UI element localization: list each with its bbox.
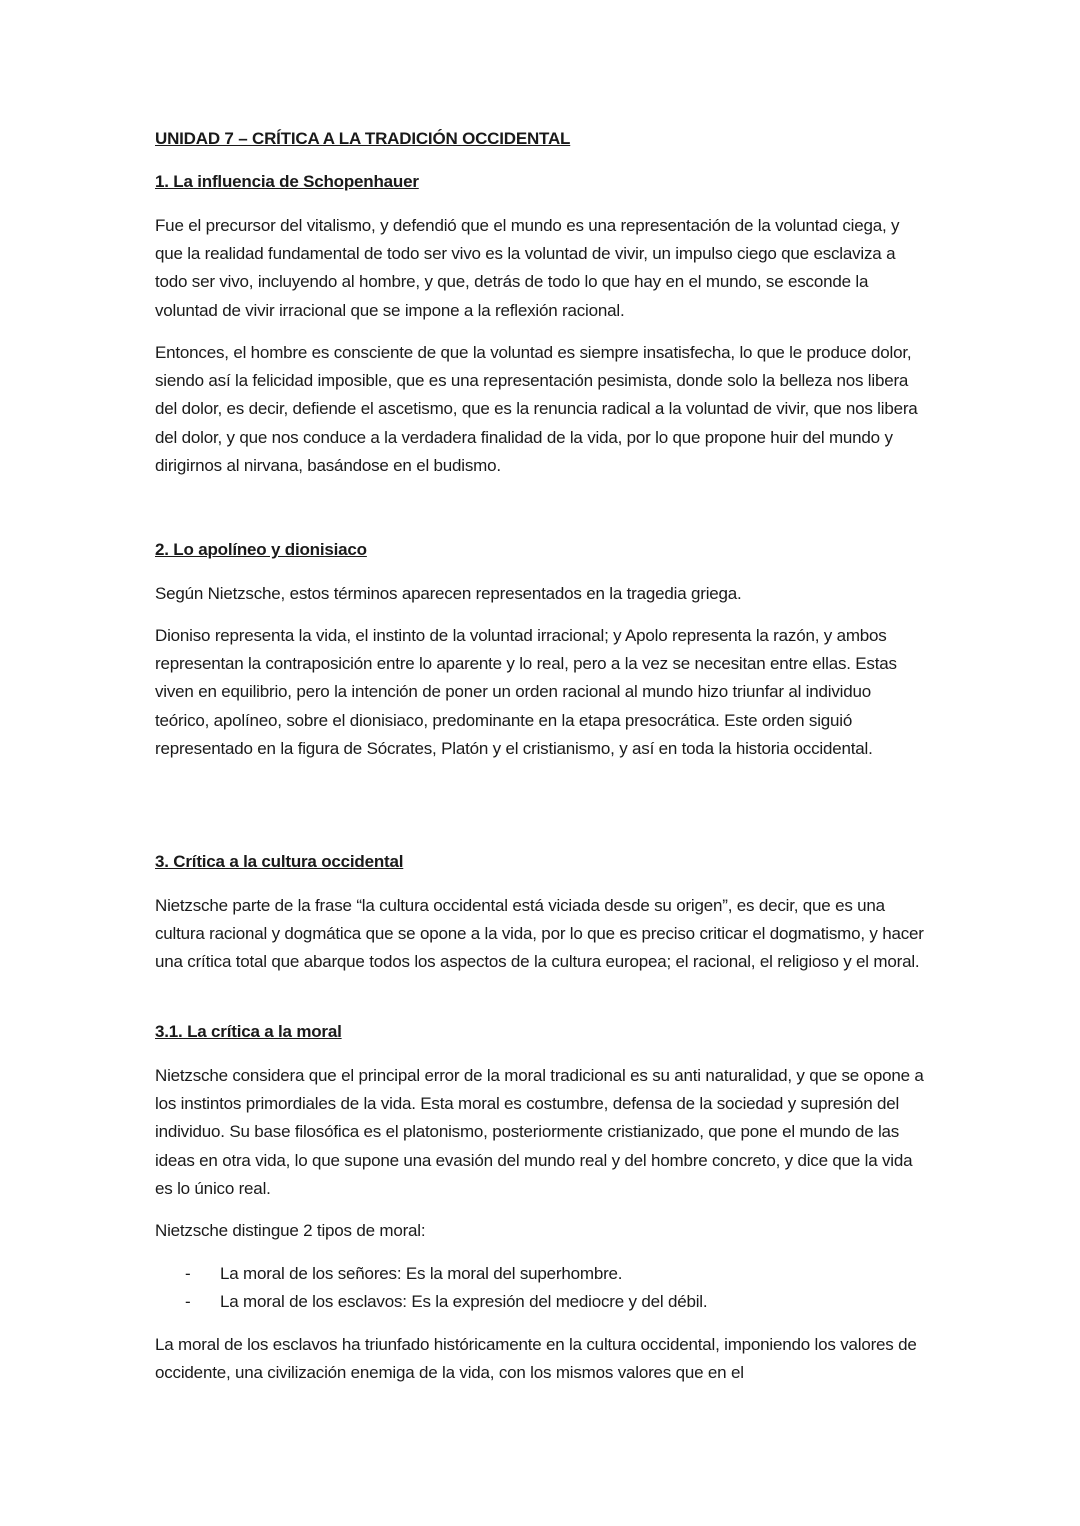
- subsection-heading-critica-moral: 3.1. La crítica a la moral: [155, 1022, 342, 1041]
- moral-types-list: [155, 1260, 925, 1316]
- paragraph: Entonces, el hombre es consciente de que la voluntad es siempre insatisfecha, lo que le produce dolor, siendo así la felicidad imposible, que es una representación pesimista, donde solo la belleza nos libera del dolor, es decir, defiende el ascetismo, que es la renuncia radical a la voluntad de vivir, que nos libera del dolor, y que nos conduce a la verdadera finalidad de la vida, por lo que propone huir del mundo y dirigirnos al nirvana, basándose en el budismo.: [155, 343, 918, 475]
- paragraph: Nietzsche considera que el principal error de la moral tradicional es su anti naturalidad, y que se opone a los instintos primordiales de la vida. Esta moral es costumbre, defensa de la sociedad y supresión del individuo. Su base filosófica es el platonismo, posteriormente cristianizado, que pone el mundo de las ideas en otra vida, lo que supone una evasión del mundo real y del hombre concreto, y dice que la vida es lo único real.: [155, 1066, 924, 1198]
- paragraph: La moral de los esclavos ha triunfado históricamente en la cultura occidental, imponiendo los valores de occidente, una civilización enemiga de la vida, con los mismos valores que en el: [155, 1335, 917, 1383]
- paragraph: Dioniso representa la vida, el instinto de la voluntad irracional; y Apolo representa la razón, y ambos representan la contraposición entre lo aparente y lo real, pero a la vez se necesitan entre ellas. Estas viven en equilibrio, pero la intención de poner un orden racional al mundo hizo triunfar al individuo teórico, apolíneo, sobre el dionisiaco, predominante en la etapa presocrática. Este orden siguió representado en la figura de Sócrates, Platón y el cristianismo, y así en toda la historia occidental.: [155, 626, 897, 758]
- section-heading-critica-cultura: 3. Crítica a la cultura occidental: [155, 852, 404, 871]
- paragraph: Nietzsche parte de la frase “la cultura occidental está viciada desde su origen”, es decir, que es una cultura racional y dogmática que se opone a la vida, por lo que es preciso criticar el dogmatismo, y hacer una crítica total que abarque todos los aspectos de la cultura europea; el racional, el religioso y el moral.: [155, 896, 924, 972]
- list-item: [155, 1288, 925, 1316]
- list-bullet: -: [185, 1292, 191, 1312]
- section-heading-schopenhauer: 1. La influencia de Schopenhauer: [155, 172, 419, 191]
- document-title: UNIDAD 7 – CRÍTICA A LA TRADICIÓN OCCIDENTAL: [155, 129, 571, 148]
- paragraph: Nietzsche distingue 2 tipos de moral:: [155, 1221, 426, 1240]
- paragraph: Fue el precursor del vitalismo, y defendió que el mundo es una representación de la voluntad ciega, y que la realidad fundamental de todo ser vivo es la voluntad de vivir, un impulso ciego que esclaviza a todo ser vivo, incluyendo al hombre, y que, detrás de todo lo que hay en el mundo, se esconde la voluntad de vivir irracional que se impone a la reflexión racional.: [155, 216, 900, 320]
- list-item-text: La moral de los esclavos: Es la expresión del mediocre y del débil.: [220, 1292, 708, 1312]
- paragraph: Según Nietzsche, estos términos aparecen representados en la tragedia griega.: [155, 584, 742, 603]
- list-item-text: La moral de los señores: Es la moral del superhombre.: [220, 1264, 623, 1283]
- list-bullet: -: [185, 1264, 191, 1283]
- section-heading-apolineo-dionisiaco: 2. Lo apolíneo y dionisiaco: [155, 540, 367, 559]
- list-item: [155, 1260, 925, 1288]
